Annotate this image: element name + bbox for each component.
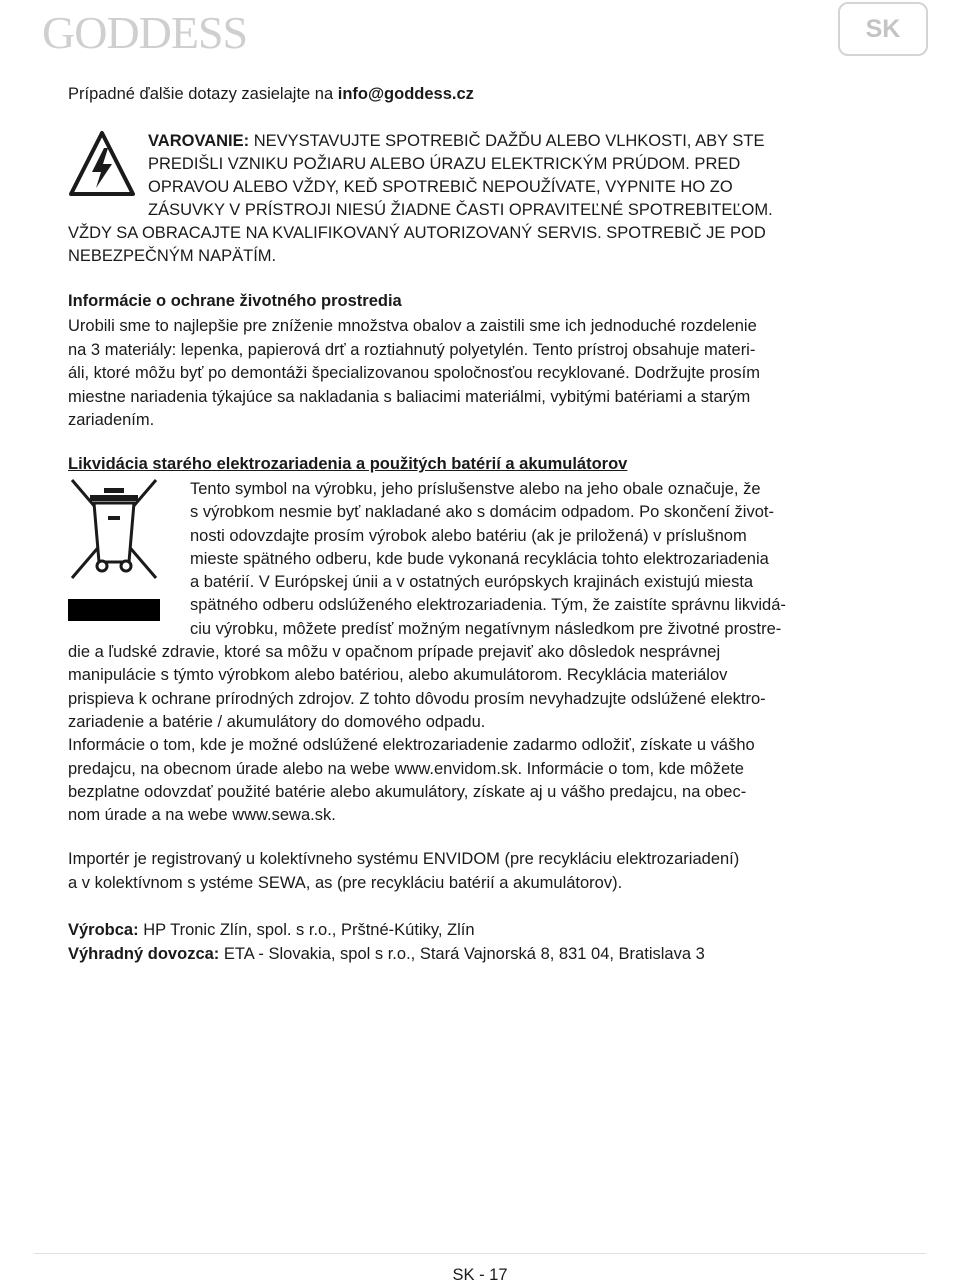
disposal-line: bezplatne odovzdať použité batérie alebo akumulátory, získate aj u vášho predajcu, na obec- [68, 782, 747, 801]
disposal-line: Informácie o tom, kde je možné odslúžené elektrozariadenie zadarmo odložiť, získate u vášho [68, 736, 755, 755]
exclusive-importer-label: Výhradný dovozca: [68, 945, 220, 963]
environment-paragraph [68, 315, 890, 433]
contact-email[interactable]: info@goddess.cz [337, 85, 474, 103]
warning-line-6: NEBEZPEČNÝM NAPÄTÍM. [68, 247, 277, 265]
environment-line: áli, ktoré môžu byť po demontáži špecializovanou spoločnosťou recyklované. Dodržujte prosím [68, 364, 760, 382]
disposal-line: nosti odovzdajte prosím výrobok alebo batériu (ak je priložená) v príslušnom [190, 526, 747, 545]
disposal-line: ciu výrobku, môžete predísť možným negatívnym následkom pre životné prostre- [190, 619, 782, 638]
disposal-line: s výrobkom nesmie byť nakladané ako s domácim odpadom. Po skončení život- [190, 503, 774, 522]
producer-label: Výrobca: [68, 921, 139, 939]
producer-value: HP Tronic Zlín, spol. s r.o., Prštné-Kútiky, Zlín [138, 921, 475, 939]
goddess-logo [42, 8, 272, 54]
warning-line-5: VŽDY SA OBRACAJTE NA KVALIFIKOVANÝ AUTORIZOVANÝ SERVIS. SPOTREBIČ JE POD [68, 224, 766, 242]
disposal-line: predajcu, na obecnom úrade alebo na webe www.envidom.sk. Informácie o tom, kde môžete [68, 759, 744, 778]
page-number: SK - 17 [452, 1266, 508, 1284]
disposal-line: manipulácie s týmto výrobkom alebo batériou, alebo akumulátorom. Recyklácia materiálov [68, 666, 728, 685]
exclusive-importer-value: ETA - Slovakia, spol s r.o., Stará Vajnorská 8, 831 04, Bratislava 3 [219, 945, 705, 963]
warning-line-4: ZÁSUVKY V PRÍSTROJI NIESÚ ŽIADNE ČASTI OPRAVITEĽNÉ SPOTREBITEĽOM. [148, 201, 773, 219]
contact-line [68, 85, 474, 104]
environment-line: Urobili sme to najlepšie pre zníženie množstva obalov a zaistili sme ich jednoduché rozdelenie [68, 317, 757, 335]
disposal-line: a batérií. V Európskej únii a v ostatných európskych krajinách existujú miesta [190, 573, 754, 592]
importer-line: Importér je registrovaný u kolektívneho systému ENVIDOM (pre recykláciu elektrozariadení) [68, 850, 740, 868]
environment-line: na 3 materiály: lepenka, papierová drť a roztiahnutý polyetylén. Tento prístroj obsahuje materi- [68, 340, 756, 359]
warning-line-3: OPRAVOU ALEBO VŽDY, KEĎ SPOTREBIČ NEPOUŽÍVATE, VYPNITE HO ZO [148, 178, 733, 196]
disposal-line: Tento symbol na výrobku, jeho príslušenstve alebo na jeho obale označuje, že [190, 480, 761, 498]
disposal-paragraph [68, 478, 890, 827]
warning-label: VAROVANIE: [148, 132, 250, 150]
environment-heading: Informácie o ochrane životného prostredia [68, 292, 402, 310]
environment-line: miestne nariadenia týkajúce sa nakladania s baliacimi materiálmi, vybitými batériami a starým [68, 387, 751, 406]
warning-block [68, 130, 898, 268]
disposal-line: zariadenie a batérie / akumulátory do domového odpadu. [68, 712, 486, 731]
warning-line-1: VAROVANIE: NEVYSTAVUJTE SPOTREBIČ DAŽĎU ALEBO VLHKOSTI, ABY STE [148, 132, 765, 150]
disposal-line: mieste spätného odberu, kde bude vykonaná recyklácia tohto elektrozariadenia [190, 549, 769, 568]
disposal-line: spätného odberu odslúženého elektrozariadenia. Tým, že zaistíte správnu likvidá- [190, 596, 786, 615]
brand-wordmark: GODDESS [42, 8, 248, 54]
warning-line-2: PREDIŠLI VZNIKU POŽIARU ALEBO ÚRAZU ELEKTRICKÝM PRÚDOM. PRED [148, 155, 741, 173]
disposal-heading: Likvidácia starého elektrozariadenia a použitých batérií a akumulátorov [68, 455, 628, 473]
disposal-line: prispieva k ochrane prírodných zdrojov. Z tohto dôvodu prosím nevyhadzujte odslúžené elektro- [68, 689, 766, 708]
manufacturer-block [68, 918, 890, 966]
disposal-line: die a ľudské zdravie, ktoré sa môžu v opačnom prípade prejaviť ako dôsledok nesprávnej [68, 643, 721, 662]
exclusive-importer-line [68, 942, 890, 966]
importer-paragraph [68, 848, 890, 895]
footer-divider [34, 1253, 926, 1254]
language-badge: SK [838, 2, 928, 56]
contact-text: Prípadné ďalšie dotazy zasielajte na [68, 85, 338, 103]
environment-line: zariadením. [68, 411, 155, 429]
producer-line [68, 918, 890, 942]
importer-line: a v kolektívnom s ystéme SEWA, as (pre recykláciu batérií a akumulátorov). [68, 873, 623, 892]
disposal-line: nom úrade a na webe www.sewa.sk. [68, 806, 336, 825]
